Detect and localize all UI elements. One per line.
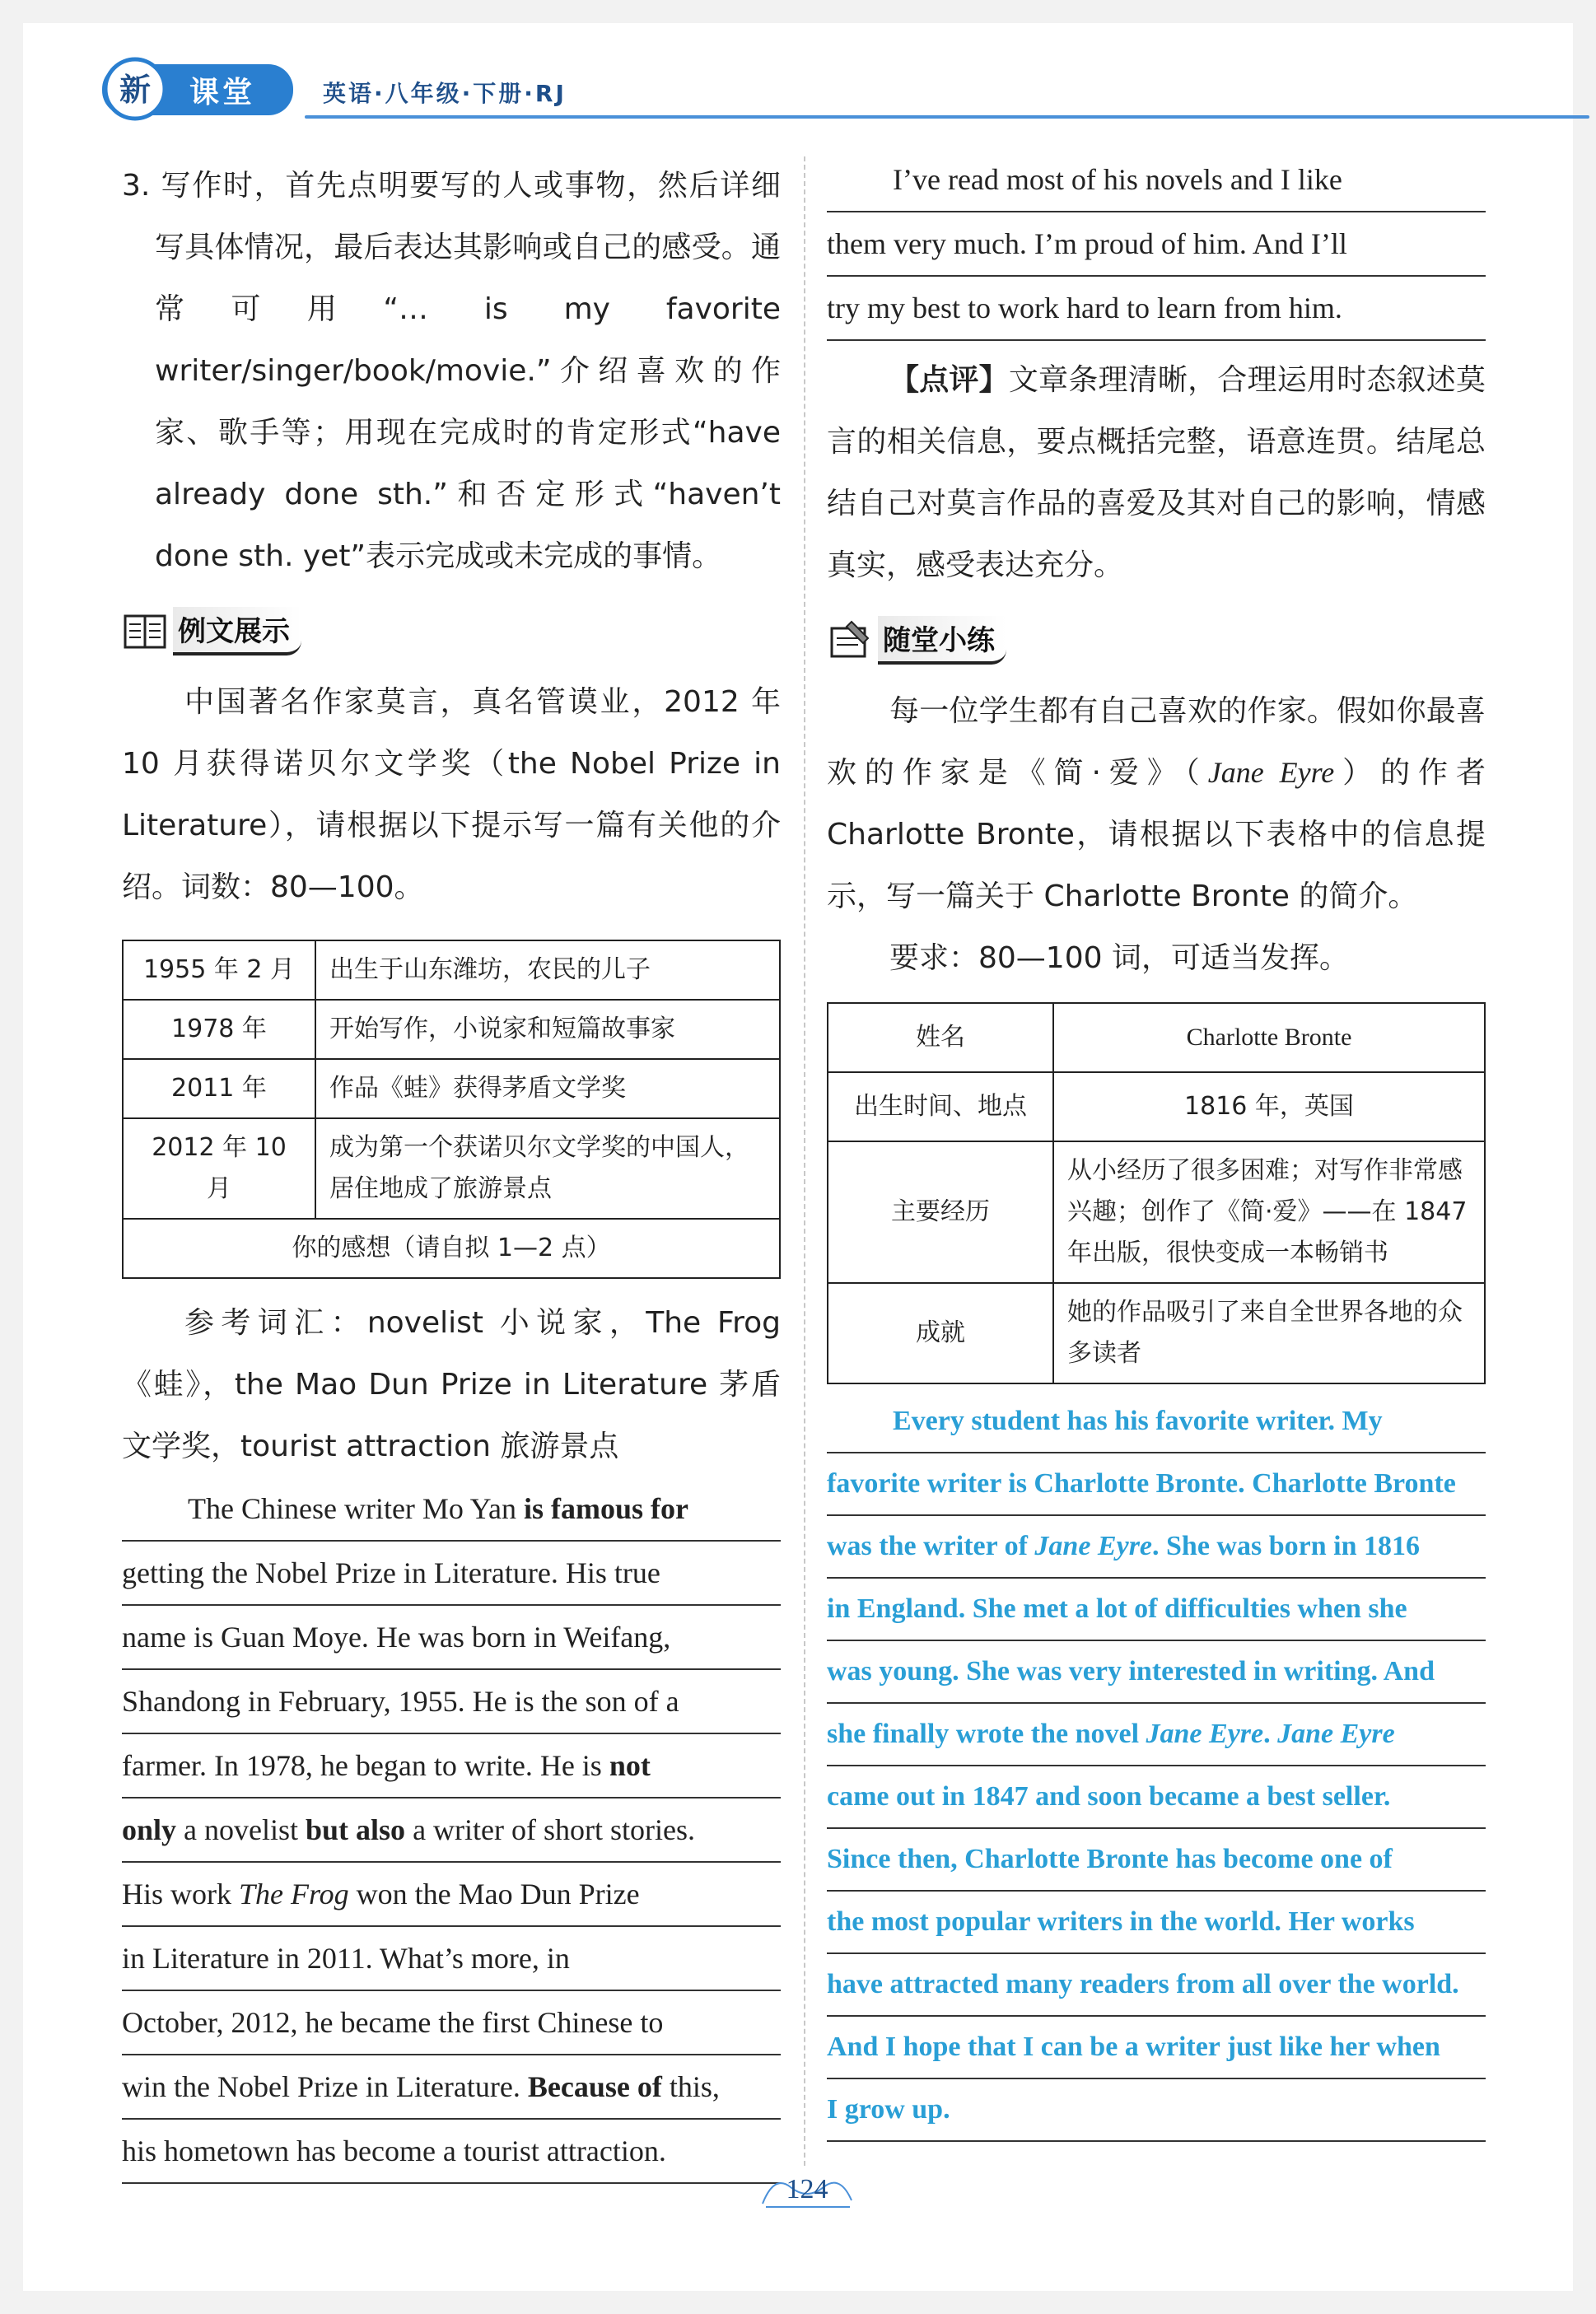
essay-bold: but also <box>306 1813 406 1846</box>
essay-text: won the Mao Dun Prize <box>348 1878 640 1910</box>
essay-bold: Because of <box>527 2070 662 2103</box>
answer-text: was the writer of <box>827 1531 1035 1561</box>
essay-line <box>122 1606 781 1670</box>
table-key: 出生时间、地点 <box>828 1072 1053 1141</box>
essay-text: them very much. I’m proud of him. And I’ll <box>827 227 1347 260</box>
table-row <box>123 940 780 1000</box>
answer-text: favorite writer is Charlotte Bronte. Charlotte Bronte <box>827 1468 1456 1499</box>
left-column <box>122 148 781 2184</box>
vocab-hint: 参考词汇：novelist 小说家，The Frog《蛙》，the Mao Dun Prize in Literature 茅盾文学奖，tourist attraction 旅游景点 <box>122 1306 781 1463</box>
essay-line <box>122 2120 781 2184</box>
pencil-note-icon <box>827 617 873 663</box>
page-number <box>758 2171 856 2212</box>
sample-essay-ending <box>827 148 1486 341</box>
essay-line <box>122 1798 781 1863</box>
answer-line <box>827 2017 1486 2079</box>
table-value: 成为第一个获诺贝尔文学奖的中国人，居住地成了旅游景点 <box>315 1118 780 1219</box>
header-title: 英语·八年级·下册·RJ <box>323 80 567 107</box>
book-icon <box>122 608 168 654</box>
answer-line <box>827 1704 1486 1766</box>
table-row <box>123 1118 780 1219</box>
table-value: 出生于山东潍坊，农民的儿子 <box>315 940 780 1000</box>
table-row <box>123 1059 780 1118</box>
answer-text: the most popular writers in the world. Her works <box>827 1906 1415 1937</box>
table-key: 主要经历 <box>828 1141 1053 1283</box>
table-value: 她的作品吸引了来自全世界各地的众多读者 <box>1053 1283 1485 1383</box>
answer-text: came out in 1847 and soon became a best seller. <box>827 1781 1391 1812</box>
essay-text: win the Nobel Prize in Literature. <box>122 2070 528 2103</box>
essay-text: his hometown has become a tourist attraction. <box>122 2134 666 2167</box>
table-value: Charlotte Bronte <box>1053 1003 1485 1072</box>
essay-text: The Chinese writer Mo Yan <box>188 1492 524 1525</box>
writing-tip-3: 3. 写作时，首先点明要写的人或事物，然后详细写具体情况，最后表达其影响或自己的感受。通常可用“… is my favorite writer/singer/book/movie.”介绍喜欢的作家、歌手等；用现在完成时的肯定形式“have already done sth.”和否定形式“haven’t done sth. yet”表示完成或未完成的事情。 <box>122 169 781 573</box>
table-key: 姓名 <box>828 1003 1053 1072</box>
essay-line <box>122 1927 781 1991</box>
table-row <box>828 1072 1485 1141</box>
essay-text: a novelist <box>176 1813 306 1846</box>
essay-line <box>122 1542 781 1606</box>
answer-line <box>827 1892 1486 1954</box>
answer-line <box>827 1391 1486 1453</box>
essay-line <box>122 1734 781 1798</box>
answer-line <box>827 1641 1486 1704</box>
essay-text: a writer of short stories. <box>405 1813 695 1846</box>
table-key: 成就 <box>828 1283 1053 1383</box>
answer-text: I grow up. <box>827 2094 950 2125</box>
essay-text: I’ve read most of his novels and I like <box>893 163 1342 196</box>
header-rule <box>305 115 1589 119</box>
essay-bold: is famous for <box>523 1492 688 1525</box>
essay-line <box>827 148 1486 212</box>
table-key: 2012 年 10 月 <box>123 1118 315 1219</box>
answer-text: in England. She met a lot of difficulties when she <box>827 1593 1407 1624</box>
answer-text: Every student has his favorite writer. My <box>893 1406 1383 1436</box>
table-value: 开始写作，小说家和短篇故事家 <box>315 1000 780 1059</box>
right-column <box>827 148 1486 2142</box>
table-key: 1978 年 <box>123 1000 315 1059</box>
essay-line <box>122 1991 781 2055</box>
essay-line <box>827 212 1486 277</box>
table-row <box>123 1219 780 1278</box>
task-intro: 中国著名作家莫言，真名管谟业，2012 年 10 月获得诺贝尔文学奖（the Nobel Prize in Literature），请根据以下提示写一篇有关他的介绍。词数：80—100。 <box>122 685 781 904</box>
answer-text: . <box>1263 1719 1278 1749</box>
task-text: 每一位学生都有自己喜欢的作家。假如你最喜欢的作家是《简·爱》（ <box>827 694 1486 790</box>
mo-yan-info-table <box>122 940 781 1279</box>
section-label: 随堂小练 <box>878 616 1006 665</box>
essay-line <box>122 1670 781 1734</box>
section-practice <box>827 611 1486 669</box>
answer-essay <box>827 1391 1486 2142</box>
svg-text:新: 新 <box>119 72 152 108</box>
answer-text: she finally wrote the novel <box>827 1719 1146 1749</box>
essay-text: try my best to work hard to learn from him. <box>827 292 1342 324</box>
svg-text:课堂: 课堂 <box>189 76 256 110</box>
requirement: 要求：80—100 词，可适当发挥。 <box>889 941 1349 975</box>
table-row <box>123 1000 780 1059</box>
answer-italic: Jane Eyre <box>1146 1719 1264 1749</box>
comment-label: 【点评】 <box>889 363 1009 397</box>
table-footer: 你的感想（请自拟 1—2 点） <box>123 1219 780 1278</box>
table-row <box>828 1003 1485 1072</box>
answer-text: . She was born in 1816 <box>1152 1531 1420 1561</box>
essay-text: in Literature in 2011. What’s more, in <box>122 1942 570 1975</box>
section-sample-essay <box>122 602 781 660</box>
practice-task <box>827 680 1486 927</box>
table-row <box>828 1283 1485 1383</box>
essay-italic: The Frog <box>239 1878 349 1910</box>
table-key: 1955 年 2 月 <box>123 940 315 1000</box>
essay-line <box>122 2055 781 2120</box>
essay-bold: not <box>609 1749 651 1782</box>
table-value: 从小经历了很多困难；对写作非常感兴趣；创作了《简·爱》——在 1847 年出版，很快变成一本畅销书 <box>1053 1141 1485 1283</box>
answer-line <box>827 1516 1486 1579</box>
essay-line <box>122 1863 781 1927</box>
table-value: 作品《蛙》获得茅盾文学奖 <box>315 1059 780 1118</box>
column-divider <box>804 156 805 2166</box>
section-label: 例文展示 <box>173 607 301 655</box>
answer-text: Since then, Charlotte Bronte has become one of <box>827 1844 1393 1874</box>
answer-line <box>827 1954 1486 2017</box>
task-italic: Jane Eyre <box>1207 756 1335 789</box>
answer-text: And I hope that I can be a writer just like her when <box>827 2032 1440 2062</box>
page-header <box>99 53 1499 127</box>
table-key: 2011 年 <box>123 1059 315 1118</box>
answer-line <box>827 1766 1486 1829</box>
essay-text: name is Guan Moye. He was born in Weifang, <box>122 1621 671 1654</box>
answer-line <box>827 1579 1486 1641</box>
bronte-info-table <box>827 1002 1486 1384</box>
answer-italic: Jane Eyre <box>1034 1531 1153 1561</box>
answer-line <box>827 1829 1486 1892</box>
answer-text: have attracted many readers from all over the world. <box>827 1969 1459 1999</box>
answer-italic: Jane Eyre <box>1277 1719 1395 1749</box>
essay-text: Shandong in February, 1955. He is the son of a <box>122 1685 679 1718</box>
table-value: 1816 年，英国 <box>1053 1072 1485 1141</box>
comment-text: 文章条理清晰，合理运用时态叙述莫言的相关信息，要点概括完整，语意连贯。结尾总结自己对莫言作品的喜爱及其对自己的影响，情感真实，感受表达充分。 <box>827 363 1486 582</box>
essay-text: getting the Nobel Prize in Literature. His true <box>122 1556 660 1589</box>
essay-line <box>122 1477 781 1542</box>
essay-bold: only <box>122 1813 177 1846</box>
essay-text: His work <box>122 1878 239 1910</box>
essay-text: this, <box>661 2070 720 2103</box>
table-row <box>828 1141 1485 1283</box>
answer-text: was young. She was very interested in writing. And <box>827 1656 1435 1687</box>
answer-line <box>827 1453 1486 1516</box>
task-text: ）的作者 Charlotte Bronte，请根据以下表格中的信息提示，写一篇关于 Charlotte Bronte 的简介。 <box>827 756 1486 913</box>
answer-line <box>827 2079 1486 2142</box>
essay-text: October, 2012, he became the first Chinese to <box>122 2006 664 2039</box>
essay-line <box>827 277 1486 341</box>
page-number-text: 124 <box>786 2174 828 2204</box>
sample-essay <box>122 1477 781 2184</box>
essay-text: farmer. In 1978, he began to write. He is <box>122 1749 609 1782</box>
comment <box>827 349 1486 596</box>
logo <box>99 53 296 122</box>
